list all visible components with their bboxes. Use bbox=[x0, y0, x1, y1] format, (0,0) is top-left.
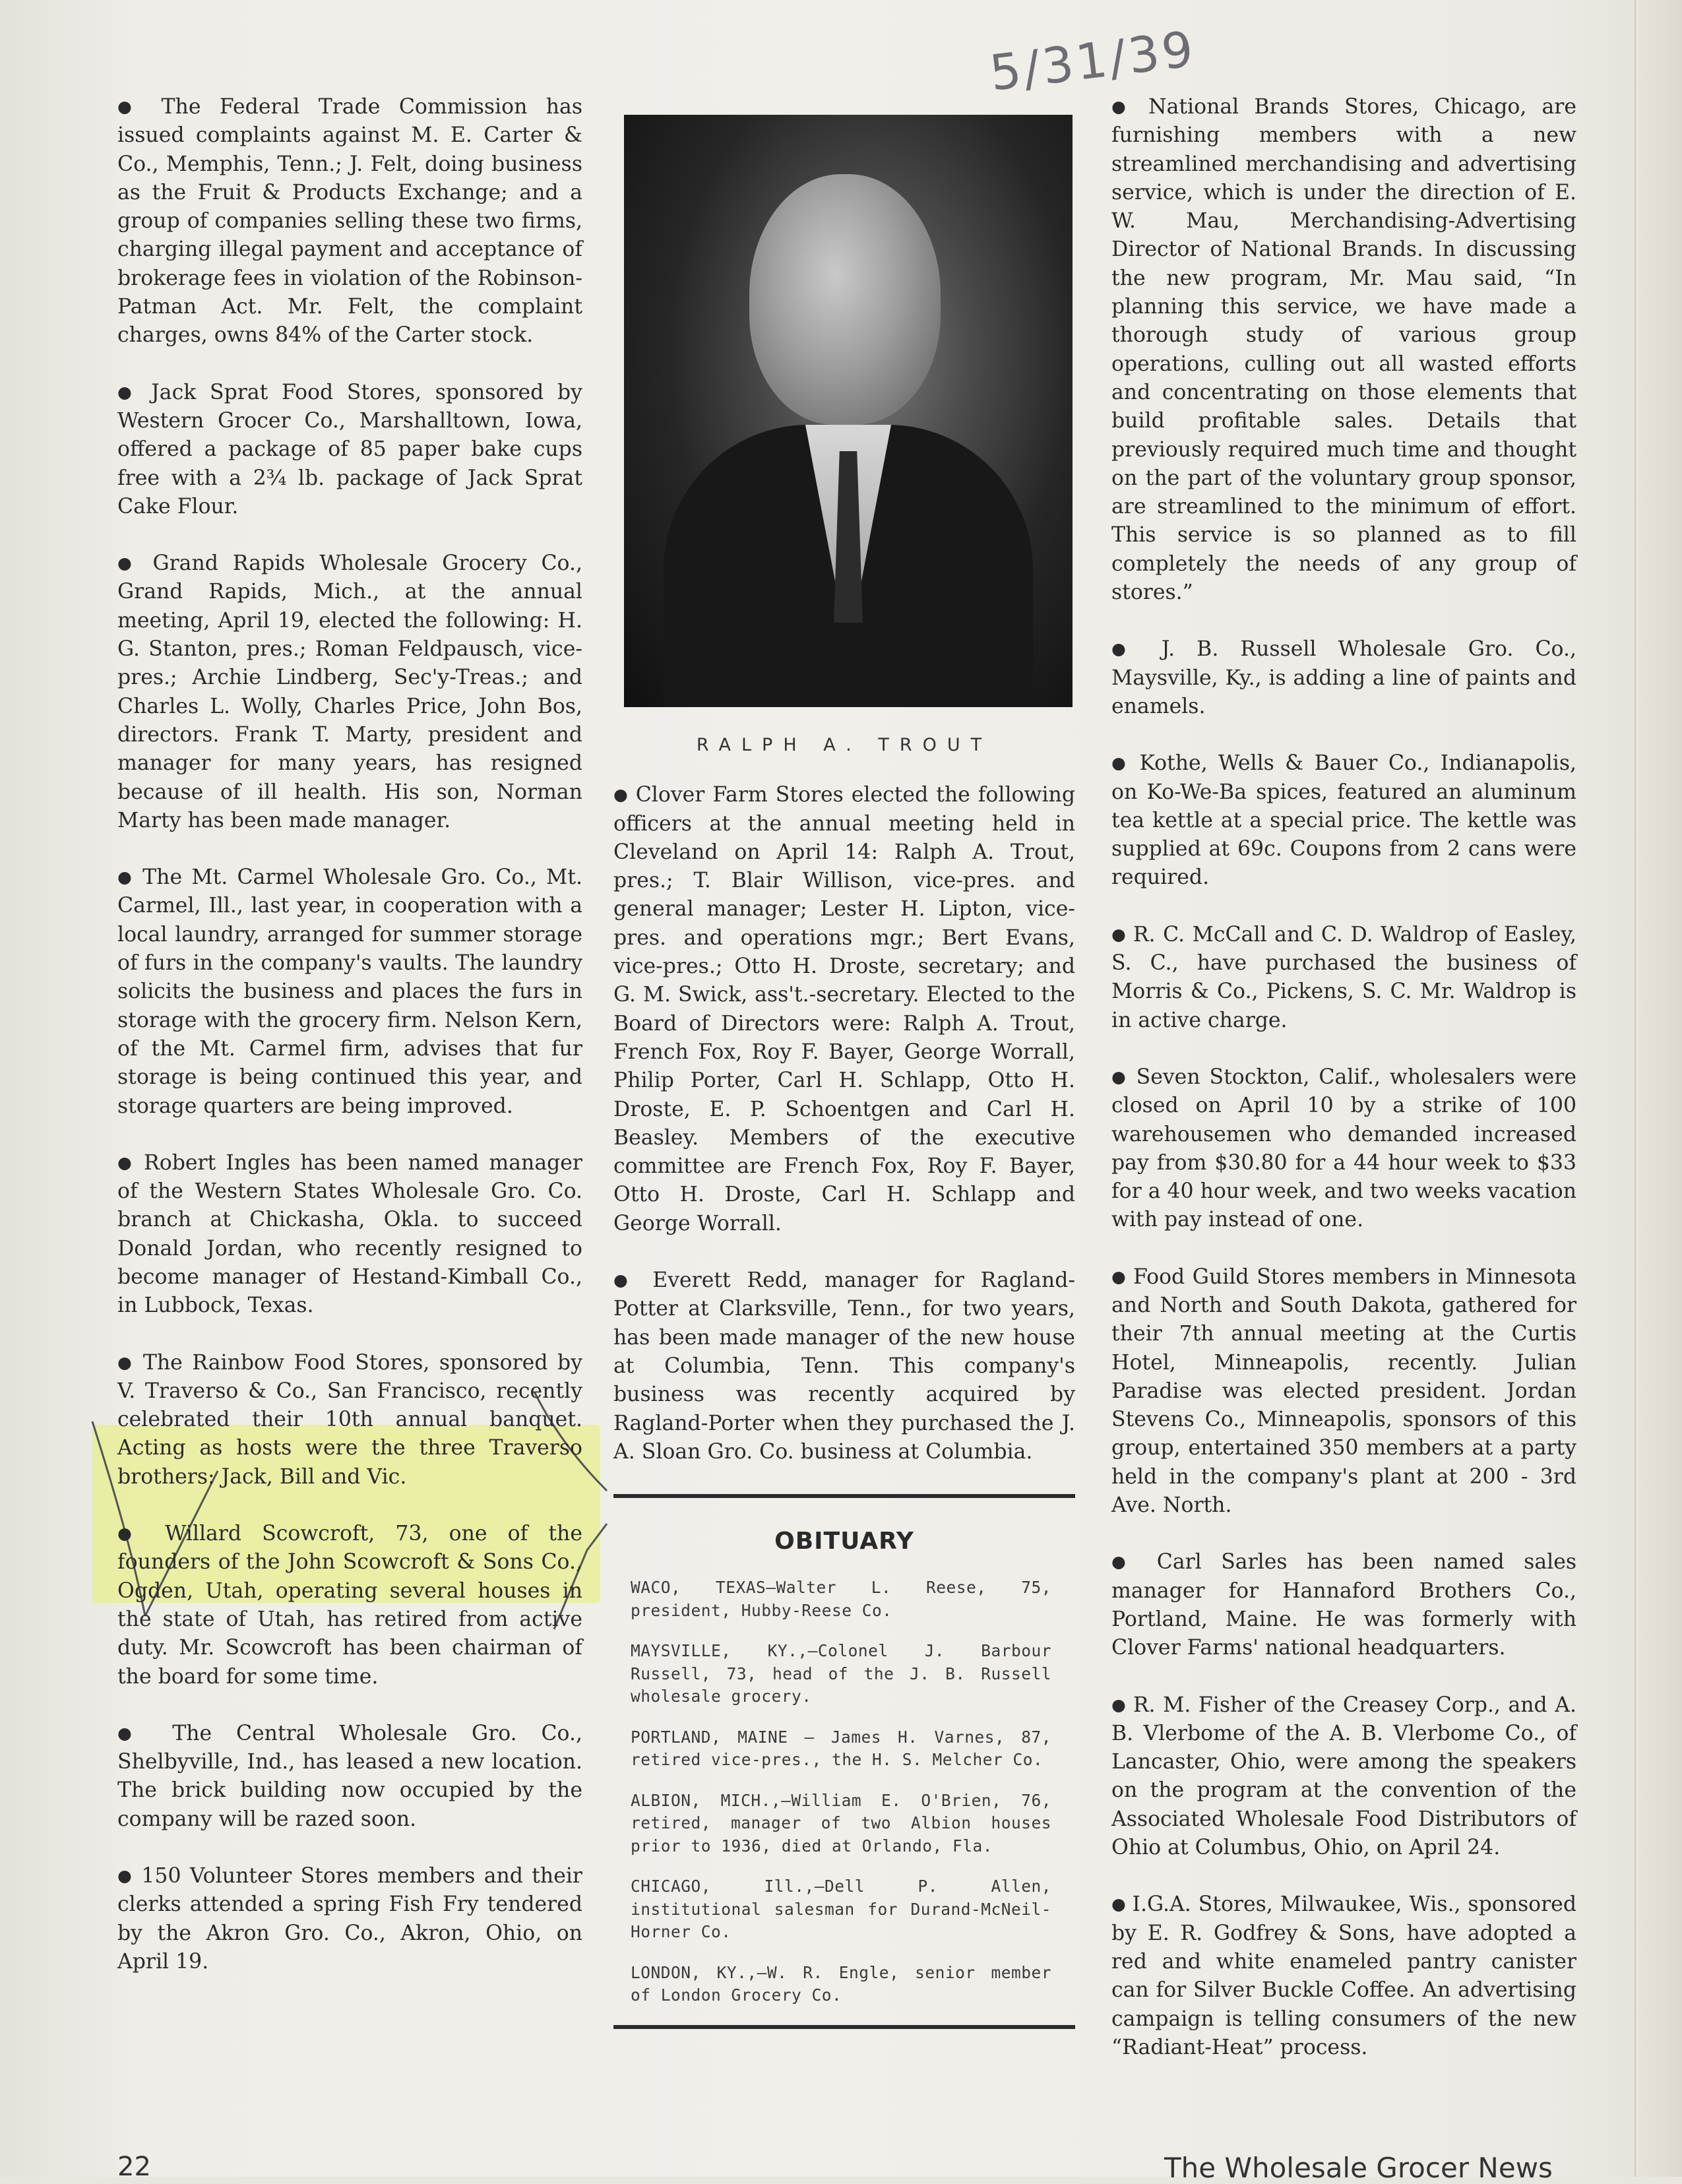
news-item: ● Robert Ingles has been named manager of the Western States Wholesale Gro. Co. branch at Chickasha, Okla. to succeed Donald Jordan, who recently resigned to become manager of Hestand-Kimball Co., in Lubbock, Texas. bbox=[117, 1148, 582, 1321]
obituary-entry: PORTLAND, MAINE — James H. Varnes, 87, retired vice-pres., the H. S. Melcher Co. bbox=[631, 1727, 1051, 1770]
news-item: ● The Central Wholesale Gro. Co., Shelbyville, Ind., has leased a new location. The brick building now occupied by the company will be razed soon. bbox=[117, 1719, 582, 1834]
news-item: ● The Federal Trade Commission has issued complaints against M. E. Carter & Co., Memphis, Tenn.; J. Felt, doing business as the Fruit & Products Exchange; and a group of companies selling these two firms, charging illegal payment and acceptance of brokerage fees in violation of the Robinson-Patman Act. Mr. Felt, the complaint charges, owns 84% of the Carter stock. bbox=[117, 92, 582, 350]
obituary-entry: MAYSVILLE, KY.,—Colonel J. Barbour Russell, 73, head of the J. B. Russell wholesale grocery. bbox=[631, 1641, 1051, 1706]
news-item: ● I.G.A. Stores, Milwaukee, Wis., sponsored by E. R. Godfrey & Sons, have adopted a red and white enameled pantry canister can for Silver Buckle Coffee. An advertising campaign is telling consumers of the new “Radiant-Heat” process. bbox=[1111, 1890, 1576, 2062]
middle-column bbox=[613, 92, 1075, 2029]
obituary-entry: LONDON, KY.,—W. R. Engle, senior member of London Grocery Co. bbox=[631, 1962, 1051, 2005]
news-item: ● Clover Farm Stores elected the following officers at the annual meeting held in Cleveland on April 14: Ralph A. Trout, pres.; T. Blair Willison, vice-pres. and general manager; Lester H. Lipton, vice-pres. and operations mgr.; Bert Evans, vice-pres.; Otto H. Droste, secretary; and G. M. Swick, ass't.-secretary. Elected to the Board of Directors were: Ralph A. Trout, French Fox, Roy F. Bayer, George Worrall, Philip Porter, Carl H. Schlapp, Otto H. Droste, E. P. Schoentgen and Carl H. Beasley. Members of the executive committee are French Fox, Roy F. Bayer, Otto H. Droste, Carl H. Schlapp and George Worrall. bbox=[613, 780, 1075, 1238]
news-item: ● National Brands Stores, Chicago, are furnishing members with a new streamlined merchandising and advertising service, which is under the direction of E. W. Mau, Merchandising-Advertising Director of National Brands. In discussing the new program, Mr. Mau said, “In planning this service, we have made a thorough study of various group operations, culling out all wasted efforts and concentrating on those elements that build profitable sales. Details that previously required much time and thought on the part of the voluntary group sponsor, are streamlined to the minimum of effort. This service is so planned as to fill completely the needs of any group of stores.” bbox=[1111, 92, 1576, 607]
news-item: ● Everett Redd, manager for Ragland-Potter at Clarksville, Tenn., for two years, has been made manager of the new house at Columbia, Tenn. This company's business was recently acquired by Ragland-Porter when they purchased the J. A. Sloan Gro. Co. business at Columbia. bbox=[613, 1266, 1075, 1466]
news-item: ● J. B. Russell Wholesale Gro. Co., Maysville, Ky., is adding a line of paints and enamels. bbox=[1111, 635, 1576, 721]
news-item: ● Kothe, Wells & Bauer Co., Indianapolis, on Ko-We-Ba spices, featured an aluminum tea kettle at a special price. The kettle was supplied at 69c. Coupons from 2 cans were required. bbox=[1111, 749, 1576, 892]
obituary-entry: WACO, TEXAS—Walter L. Reese, 75, president, Hubby-Reese Co. bbox=[631, 1578, 1051, 1620]
news-item: ● Grand Rapids Wholesale Grocery Co., Grand Rapids, Mich., at the annual meeting, April 19, elected the following: H. G. Stanton, pres.; Roman Feldpausch, vice-pres.; Archie Lindberg, Sec'y-Treas.; and Charles L. Wolly, Charles Price, John Bos, directors. Frank T. Marty, president and manager for many years, has resigned because of ill health. His son, Norman Marty has been made manager. bbox=[117, 549, 582, 835]
news-item: ● Willard Scowcroft, 73, one of the founders of the John Scowcroft & Sons Co., Ogden, Utah, operating several houses in the state of Utah, has retired from active duty. Mr. Scowcroft has been chairman of the board for some time. bbox=[117, 1519, 582, 1691]
section-rule bbox=[613, 2025, 1075, 2029]
news-item: ● 150 Volunteer Stores members and their clerks attended a spring Fish Fry tendered by the Akron Gro. Co., Akron, Ohio, on April 19. bbox=[117, 1861, 582, 1976]
news-item: ● Seven Stockton, Calif., wholesalers were closed on April 10 by a strike of 100 warehousemen who demanded increased pay from $30.80 for a 44 hour week to $33 for a 40 hour week, and two weeks vacation with pay instead of one. bbox=[1111, 1063, 1576, 1235]
news-item: ● Food Guild Stores members in Minnesota and North and South Dakota, gathered for their 7th annual meeting at the Curtis Hotel, Minneapolis, recently. Julian Paradise was elected president. Jordan Stevens Co., Minneapolis, sponsors of this group, entertained 350 members at a party held in the company's plant at 200 - 3rd Ave. North. bbox=[1111, 1263, 1576, 1520]
handwritten-date: 5/31/39 bbox=[986, 20, 1199, 102]
obituary-entry: CHICAGO, Ill.,—Dell P. Allen, institutional salesman for Durand-McNeil-Horner Co. bbox=[631, 1877, 1051, 1942]
torn-paper-edge bbox=[1635, 0, 1682, 2177]
right-column bbox=[1111, 92, 1576, 2090]
portrait-photo bbox=[624, 115, 1073, 707]
news-item: ● R. M. Fisher of the Creasey Corp., and A. B. Vlerbome of the A. B. Vlerbome Co., of Lancaster, Ohio, were among the speakers on the program at the convention of the Associated Wholesale Food Distributors of Ohio at Columbus, Ohio, on April 24. bbox=[1111, 1691, 1576, 1863]
news-item-highlighted: ● The Rainbow Food Stores, sponsored by V. Traverso & Co., San Francisco, recently celebrated their 10th annual banquet. Acting as hosts were the three Traverso brothers: Jack, Bill and Vic. bbox=[117, 1348, 582, 1491]
news-item: ● R. C. McCall and C. D. Waldrop of Easley, S. C., have purchased the business of Morris & Co., Pickens, S. C. Mr. Waldrop is in active charge. bbox=[1111, 920, 1576, 1035]
page-number: 22 bbox=[117, 2152, 151, 2182]
news-item: ● Jack Sprat Food Stores, sponsored by Western Grocer Co., Marshalltown, Iowa, offered a package of 85 paper bake cups free with a 2¾ lb. package of Jack Sprat Cake Flour. bbox=[117, 378, 582, 521]
portrait-head bbox=[749, 174, 941, 425]
obituary-entry: ALBION, MICH.,—William E. O'Brien, 76, retired, manager of two Albion houses prior to 1936, died at Orlando, Fla. bbox=[631, 1790, 1051, 1856]
obituary-list bbox=[613, 1576, 1075, 2007]
section-rule bbox=[613, 1494, 1075, 1498]
news-item: ● The Mt. Carmel Wholesale Gro. Co., Mt. Carmel, Ill., last year, in cooperation with a local laundry, arranged for summer storage of furs in the company's vaults. The laundry solicits the business and places the furs in storage with the grocery firm. Nelson Kern, of the Mt. Carmel firm, advises that fur storage is being continued this year, and storage quarters are being improved. bbox=[117, 863, 582, 1121]
news-item: ● Carl Sarles has been named sales manager for Hannaford Brothers Co., Portland, Maine. He was formerly with Clover Farms' national headquarters. bbox=[1111, 1547, 1576, 1662]
publication-title: The Wholesale Grocer News bbox=[1164, 2152, 1553, 2184]
photo-caption: RALPH A. TROUT bbox=[696, 735, 993, 755]
obituary-title: OBITUARY bbox=[774, 1528, 914, 1555]
left-column bbox=[117, 92, 582, 2004]
